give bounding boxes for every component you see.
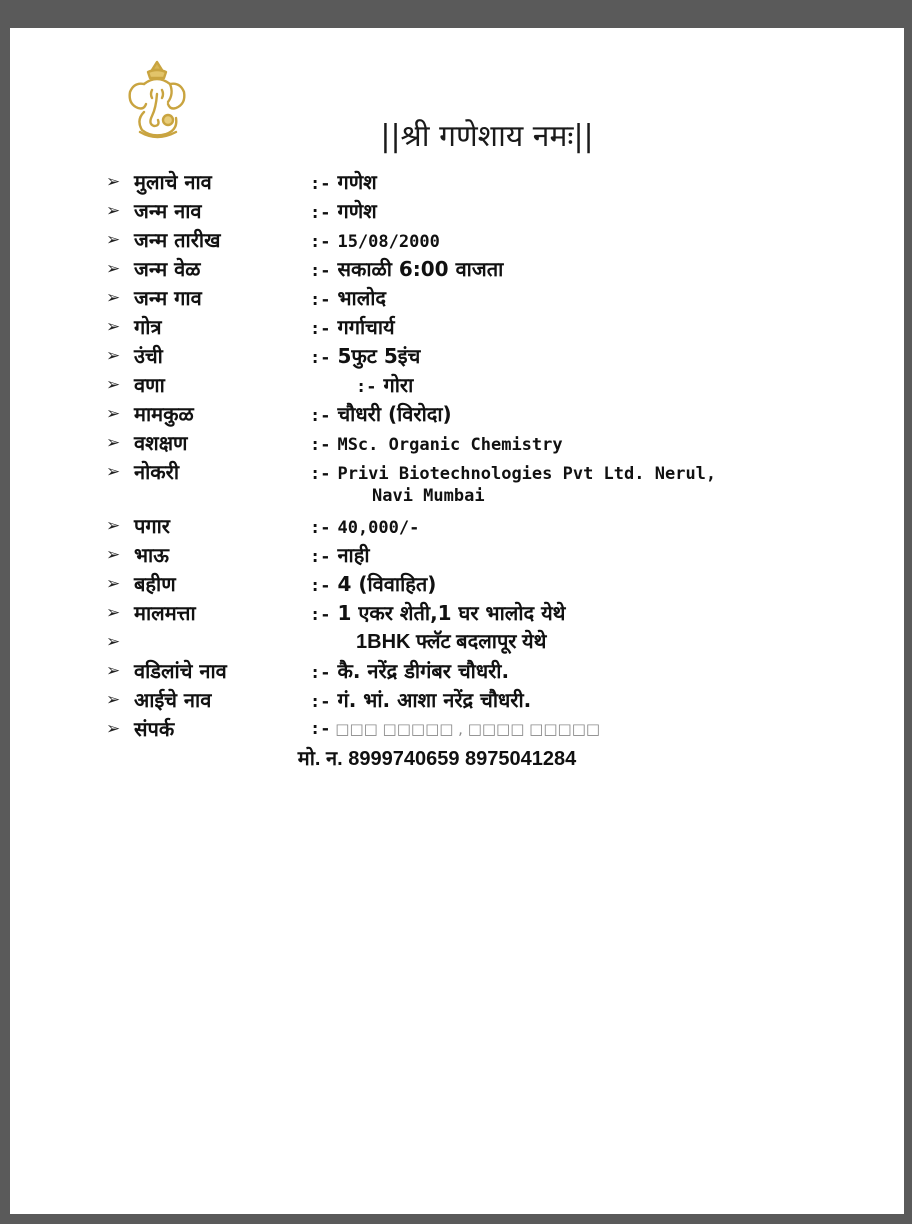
phone-numbers: मो. न. 8999740659 8975041284 <box>297 748 577 770</box>
field-label: भाऊ <box>134 543 169 567</box>
bullet-arrow-icon: ➢ <box>106 603 121 623</box>
bullet-arrow-icon: ➢ <box>106 545 121 565</box>
biodata-list <box>10 168 904 744</box>
field-value: :- Privi Biotechnologies Pvt Ltd. Nerul, <box>310 464 717 484</box>
bullet-arrow-icon: ➢ <box>106 230 121 250</box>
field-label: वशक्षण <box>134 431 188 455</box>
list-item <box>10 512 904 541</box>
bullet-arrow-icon: ➢ <box>106 661 121 681</box>
field-value: :- गणेश <box>310 170 377 194</box>
list-item <box>10 342 904 371</box>
bullet-arrow-icon: ➢ <box>106 375 121 395</box>
field-value: :- 15/08/2000 <box>310 232 440 252</box>
page-title: ||श्री गणेशाय नमः|| <box>380 119 594 154</box>
field-value: :- 4 (विवाहित) <box>310 572 437 596</box>
field-value: :- MSc. Organic Chemistry <box>310 435 563 455</box>
bullet-arrow-icon: ➢ <box>106 404 121 424</box>
list-item <box>10 400 904 429</box>
field-label: मालमत्ता <box>134 601 196 625</box>
field-label: मामकुळ <box>134 402 194 426</box>
list-item <box>10 599 904 628</box>
bullet-arrow-icon: ➢ <box>106 574 121 594</box>
field-value: :- 40,000/- <box>310 518 420 538</box>
bullet-arrow-icon: ➢ <box>106 259 121 279</box>
field-label: नोकरी <box>134 460 179 484</box>
field-value: :- □□□ □□□□□ , □□□□ □□□□□ <box>310 719 601 739</box>
list-item <box>10 628 904 657</box>
list-item <box>10 197 904 226</box>
field-value: 1BHK फ्लॅट बदलापूर येथे <box>356 631 547 653</box>
field-label: जन्म तारीख <box>134 228 221 252</box>
list-item <box>10 429 904 458</box>
field-value: :- गर्गाचार्य <box>310 315 395 339</box>
list-item <box>10 458 904 512</box>
bullet-arrow-icon: ➢ <box>106 201 121 221</box>
list-item <box>10 570 904 599</box>
field-label: उंची <box>134 344 163 368</box>
bullet-arrow-icon: ➢ <box>106 172 121 192</box>
list-item <box>10 715 904 744</box>
field-value: :- कै. नरेंद्र डीगंबर चौधरी. <box>310 659 510 683</box>
field-value: :- सकाळी 6:00 वाजता <box>310 257 504 281</box>
field-value: :- चौधरी (विरोदा) <box>310 402 452 426</box>
field-value-continued: Navi Mumbai <box>372 486 485 506</box>
bullet-arrow-icon: ➢ <box>106 516 121 536</box>
field-label: संपर्क <box>134 717 175 741</box>
field-label: गोत्र <box>134 315 162 339</box>
bullet-arrow-icon: ➢ <box>106 632 121 652</box>
list-item <box>10 686 904 715</box>
bullet-arrow-icon: ➢ <box>106 462 121 482</box>
document-page <box>10 28 904 1214</box>
list-item <box>10 168 904 197</box>
field-label: मुलाचे नाव <box>134 170 212 194</box>
field-value: :- नाही <box>310 543 370 567</box>
field-value: :- 5फुट 5इंच <box>310 344 421 368</box>
field-value: :- गणेश <box>310 199 377 223</box>
field-value: :- गोरा <box>356 373 414 397</box>
list-item <box>10 255 904 284</box>
bullet-arrow-icon: ➢ <box>106 317 121 337</box>
list-item <box>10 313 904 342</box>
field-label: जन्म नाव <box>134 199 202 223</box>
field-label: आईचे नाव <box>134 688 212 712</box>
field-label: बहीण <box>134 572 176 596</box>
bullet-arrow-icon: ➢ <box>106 719 121 739</box>
field-value: :- गं. भां. आशा नरेंद्र चौधरी. <box>310 688 532 712</box>
field-value: :- 1 एकर शेती,1 घर भालोद येथे <box>310 601 566 625</box>
bullet-arrow-icon: ➢ <box>106 433 121 453</box>
bullet-arrow-icon: ➢ <box>106 288 121 308</box>
field-label: वडिलांचे नाव <box>134 659 227 683</box>
field-label: वणा <box>134 373 165 397</box>
list-item <box>10 541 904 570</box>
field-label: जन्म गाव <box>134 286 202 310</box>
bullet-arrow-icon: ➢ <box>106 346 121 366</box>
list-item <box>10 226 904 255</box>
field-label: जन्म वेळ <box>134 257 201 281</box>
field-label: पगार <box>134 514 170 538</box>
list-item <box>10 657 904 686</box>
bullet-arrow-icon: ➢ <box>106 690 121 710</box>
list-item <box>10 284 904 313</box>
field-value: :- भालोद <box>310 286 387 310</box>
list-item <box>10 371 904 400</box>
